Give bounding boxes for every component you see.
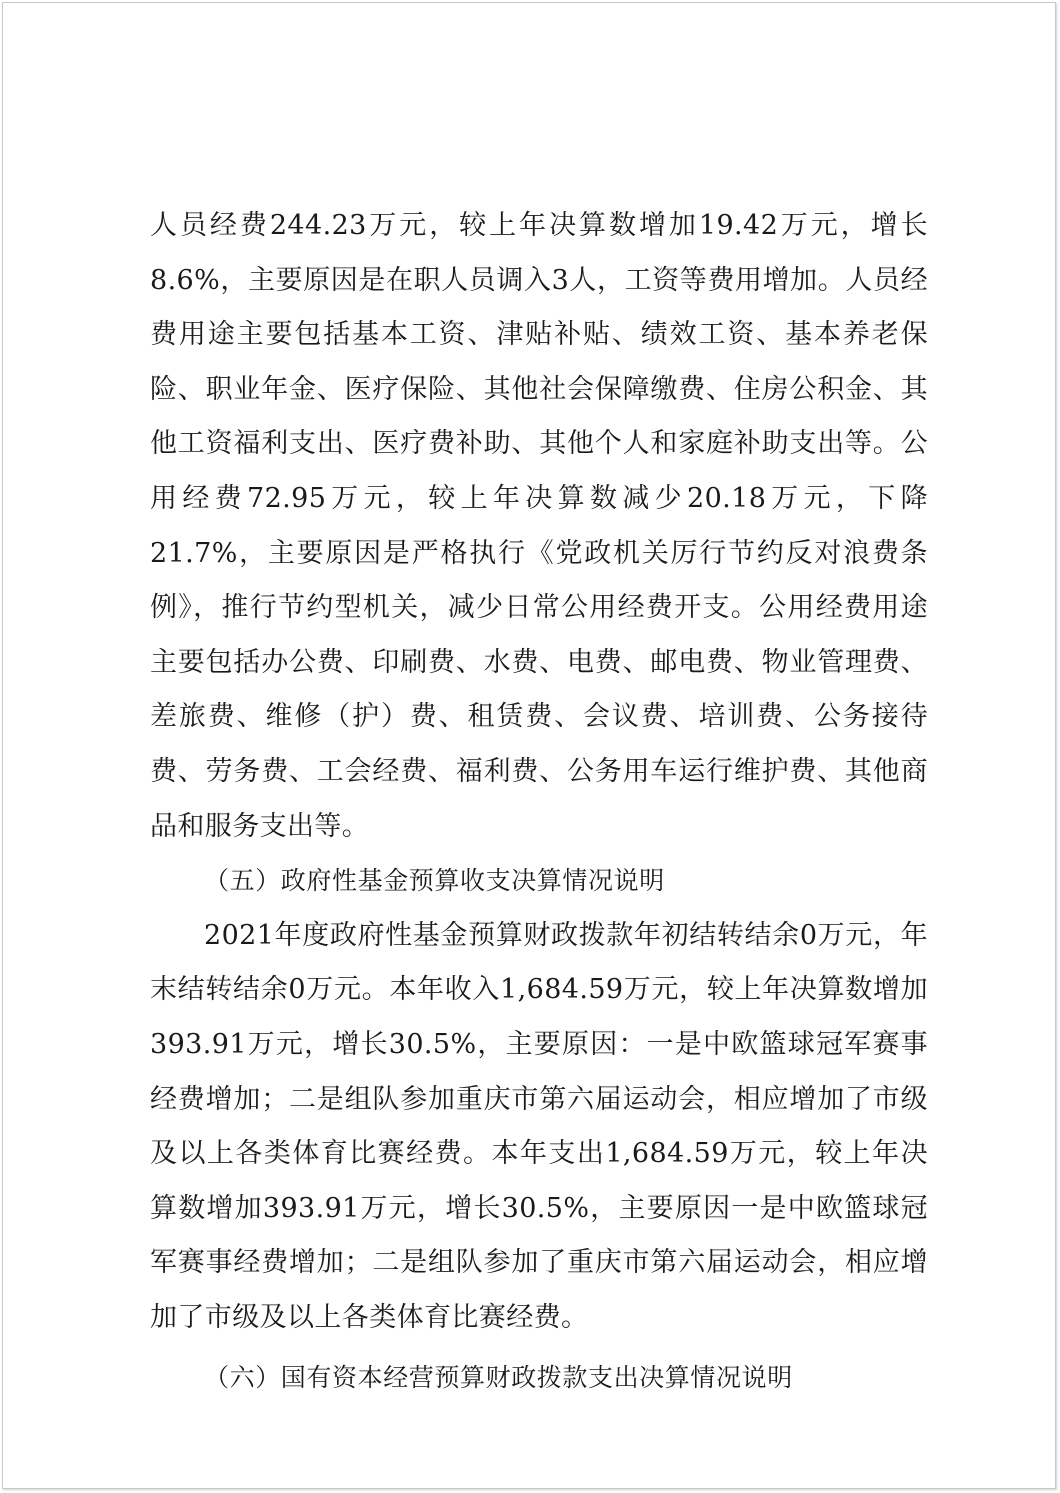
section-heading-government-fund-budget: （五）政府性基金预算收支决算情况说明 [204, 866, 665, 896]
paragraph-personnel-and-public-expenses: 人员经费244.23万元，较上年决算数增加19.42万元，增长8.6%，主要原因是在职人员调入3人，工资等费用增加。人员经费用途主要包括基本工资、津贴补贴、绩效工资、基本养老保险、职业年金、医疗保险、其他社会保障缴费、住房公积金、其他工资福利支出、医疗费补助、其他个人和家庭补助支出等。公用经费72.95万元，较上年决算数减少20.18万元，下降21.7%，主要原因是严格执行《党政机关厉行节约反对浪费条例》，推行节约型机关，减少日常公用经费开支。公用经费用途主要包括办公费、印刷费、水费、电费、邮电费、物业管理费、差旅费、维修（护）费、租赁费、会议费、培训费、公务接待费、劳务费、工会经费、福利费、公务用车运行维护费、其他商品和服务支出等。 [150, 210, 928, 842]
document-page [2, 2, 1056, 1489]
section-heading-state-capital-budget: （六）国有资本经营预算财政拨款支出决算情况说明 [204, 1363, 793, 1393]
paragraph-government-fund-budget: 2021年度政府性基金预算财政拨款年初结转结余0万元，年末结转结余0万元。本年收入1,684.59万元，较上年决算数增加393.91万元，增长30.5%，主要原因：一是中欧篮球冠军赛事经费增加；二是组队参加重庆市第六届运动会，相应增加了市级及以上各类体育比赛经费。本年支出1,684.59万元，较上年决算数增加393.91万元，增长30.5%，主要原因一是中欧篮球冠军赛事经费增加；二是组队参加了重庆市第六届运动会，相应增加了市级及以上各类体育比赛经费。 [150, 919, 928, 1333]
document-body [150, 199, 928, 1406]
